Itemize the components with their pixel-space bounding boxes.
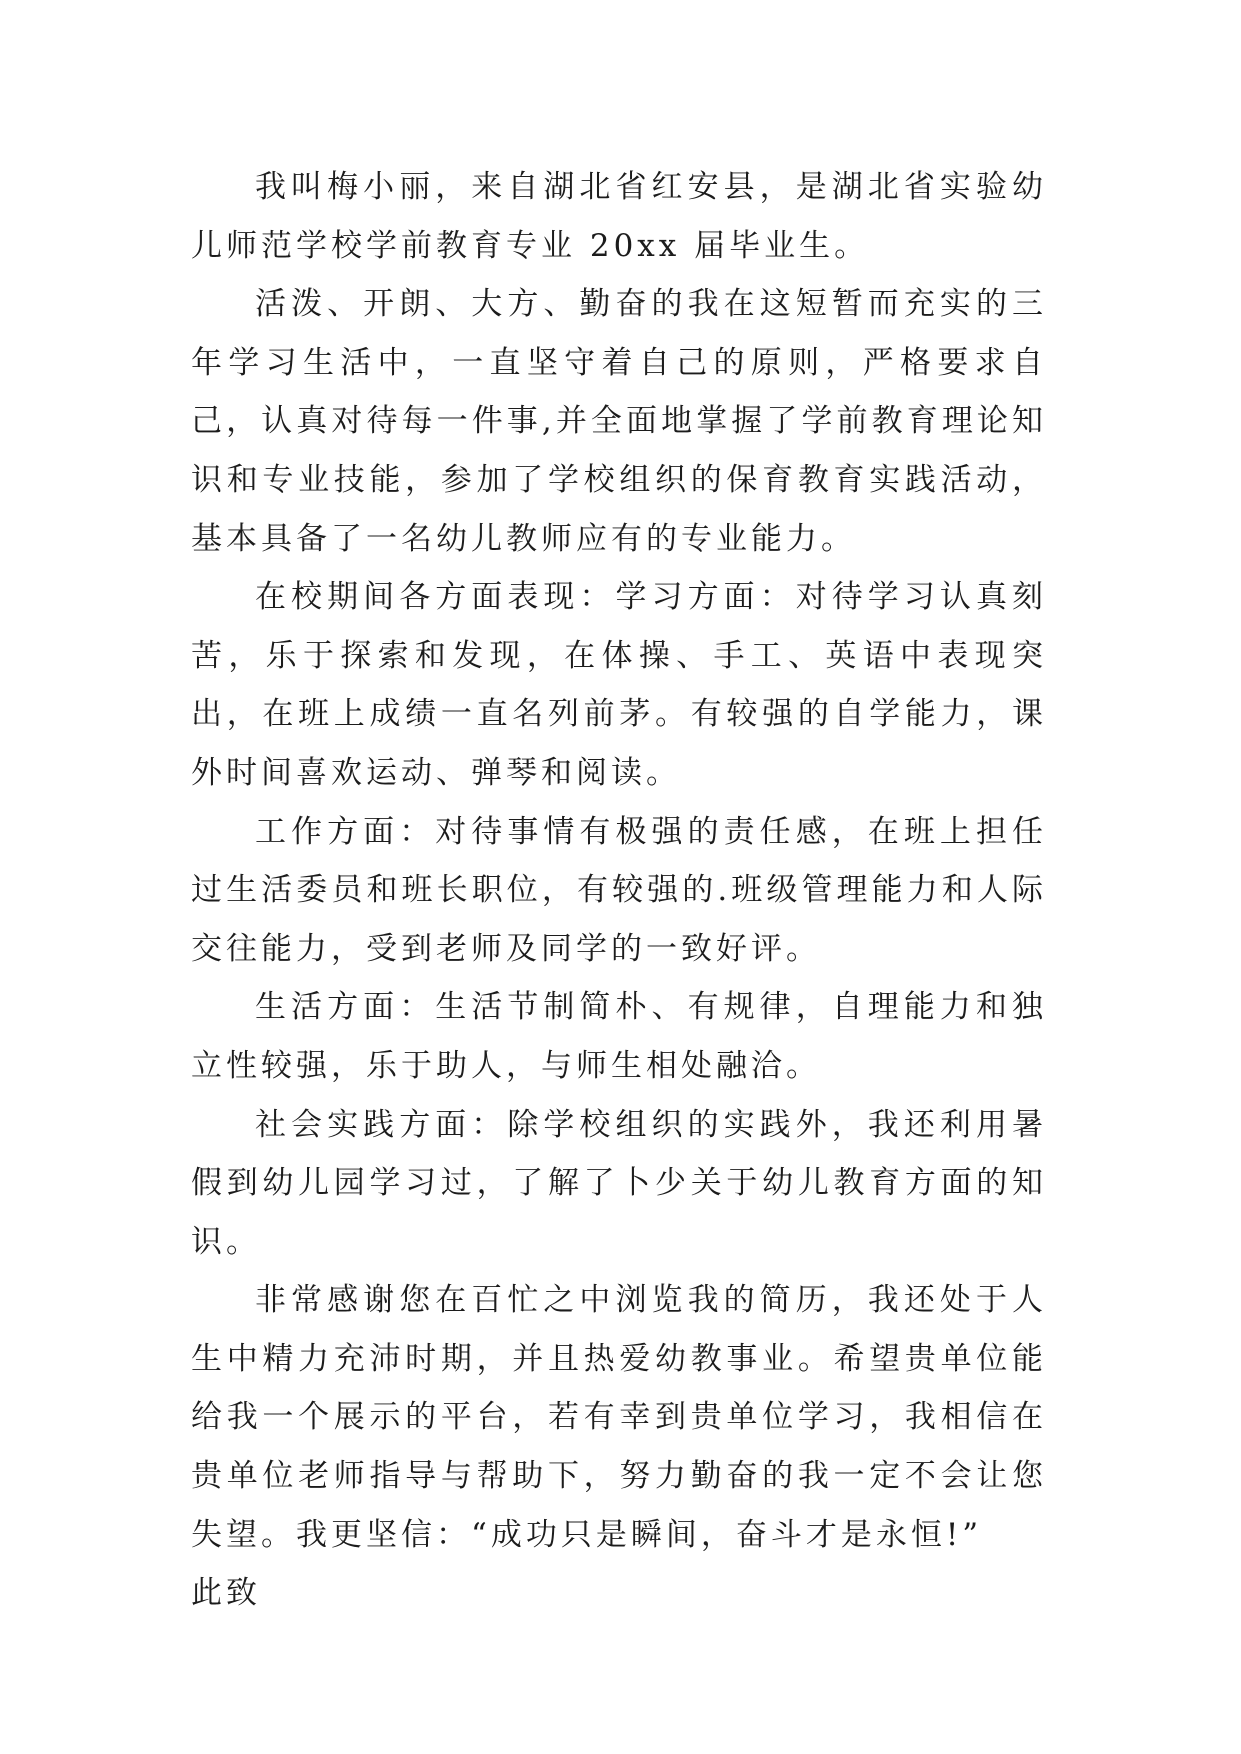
paragraph-introduction: 我叫梅小丽，来自湖北省红安县，是湖北省实验幼儿师范学校学前教育专业 20xx 届毕业生。 <box>191 169 1047 264</box>
closing-salutation: 此致 <box>191 1575 261 1612</box>
paragraph-life: 生活方面：生活节制简朴、有规律，自理能力和独立性较强，乐于助人，与师生相处融洽。 <box>191 989 1047 1084</box>
paragraph-study: 在校期间各方面表现：学习方面：对待学习认真刻苦，乐于探索和发现，在体操、手工、英语中表现突出，在班上成绩一直名列前茅。有较强的自学能力，课外时间喜欢运动、弹琴和阅读。 <box>191 579 1047 791</box>
paragraph-work: 工作方面：对待事情有极强的责任感，在班上担任过生活委员和班长职位，有较强的.班级管理能力和人际交往能力，受到老师及同学的一致好评。 <box>191 813 1047 967</box>
paragraph-social-practice: 社会实践方面：除学校组织的实践外，我还利用暑假到幼儿园学习过，了解了卜少关于幼儿教育方面的知识。 <box>191 1106 1047 1260</box>
paragraph-thanks: 非常感谢您在百忙之中浏览我的简历，我还处于人生中精力充沛时期，并且热爱幼教事业。希望贵单位能给我一个展示的平台，若有幸到贵单位学习，我相信在贵单位老师指导与帮助下，努力勤奋的我一定不会让您失望。我更坚信：“成功只是瞬间，奋斗才是永恒!” <box>191 1282 1047 1553</box>
letter-body <box>191 158 1047 1623</box>
paragraph-personality: 活泼、开朗、大方、勤奋的我在这短暂而充实的三年学习生活中，一直坚守着自己的原则，严格要求自己，认真对待每一件事,并全面地掌握了学前教育理论知识和专业技能，参加了学校组织的保育教育实践活动，基本具备了一名幼儿教师应有的专业能力。 <box>191 286 1047 557</box>
